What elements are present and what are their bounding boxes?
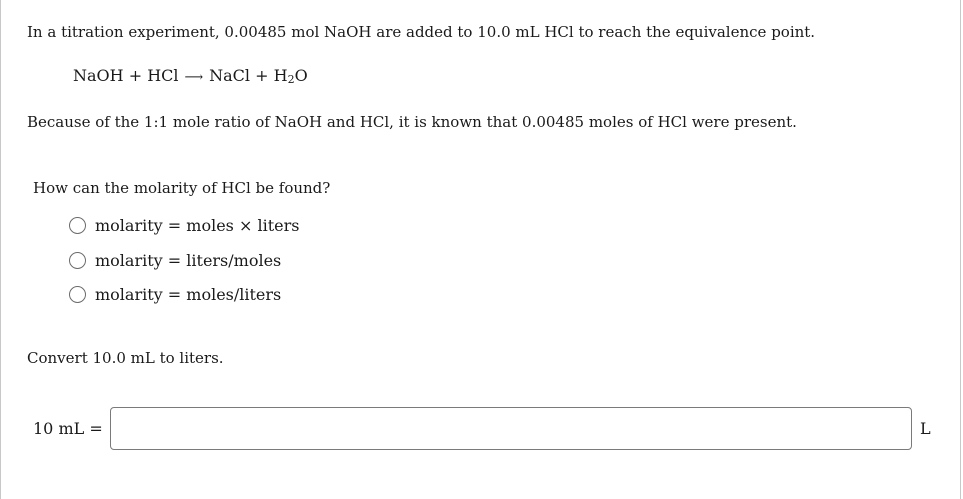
equation-product-part-2: O <box>294 66 308 85</box>
unit-label: L <box>920 419 931 438</box>
equation-reactants: NaOH + HCl <box>73 66 179 85</box>
question-prompt: How can the molarity of HCl be found? <box>33 179 331 197</box>
option-moles-per-liters[interactable] <box>69 283 281 305</box>
radio-button[interactable] <box>69 217 86 234</box>
radio-button[interactable] <box>69 286 86 303</box>
answer-input-label: 10 mL = <box>33 419 103 438</box>
ratio-statement: Because of the 1:1 mole ratio of NaOH and HCl, it is known that 0.00485 moles of HCl were present. <box>27 113 797 131</box>
equation-subscript: 2 <box>287 73 295 86</box>
chemical-equation <box>73 66 308 88</box>
option-liters-per-moles[interactable] <box>69 249 281 271</box>
liters-answer-input[interactable] <box>110 407 912 450</box>
problem-intro: In a titration experiment, 0.00485 mol NaOH are added to 10.0 mL HCl to reach the equivalence point. <box>27 23 816 41</box>
reaction-arrow: ⟶ <box>184 70 204 85</box>
radio-button[interactable] <box>69 252 86 269</box>
equation-product-part-1: NaCl + H <box>209 66 288 85</box>
option-label: molarity = liters/moles <box>95 250 282 270</box>
option-label: molarity = moles/liters <box>95 284 282 304</box>
conversion-prompt: Convert 10.0 mL to liters. <box>27 349 224 367</box>
option-moles-times-liters[interactable] <box>69 214 299 236</box>
option-label: molarity = moles × liters <box>95 215 300 235</box>
